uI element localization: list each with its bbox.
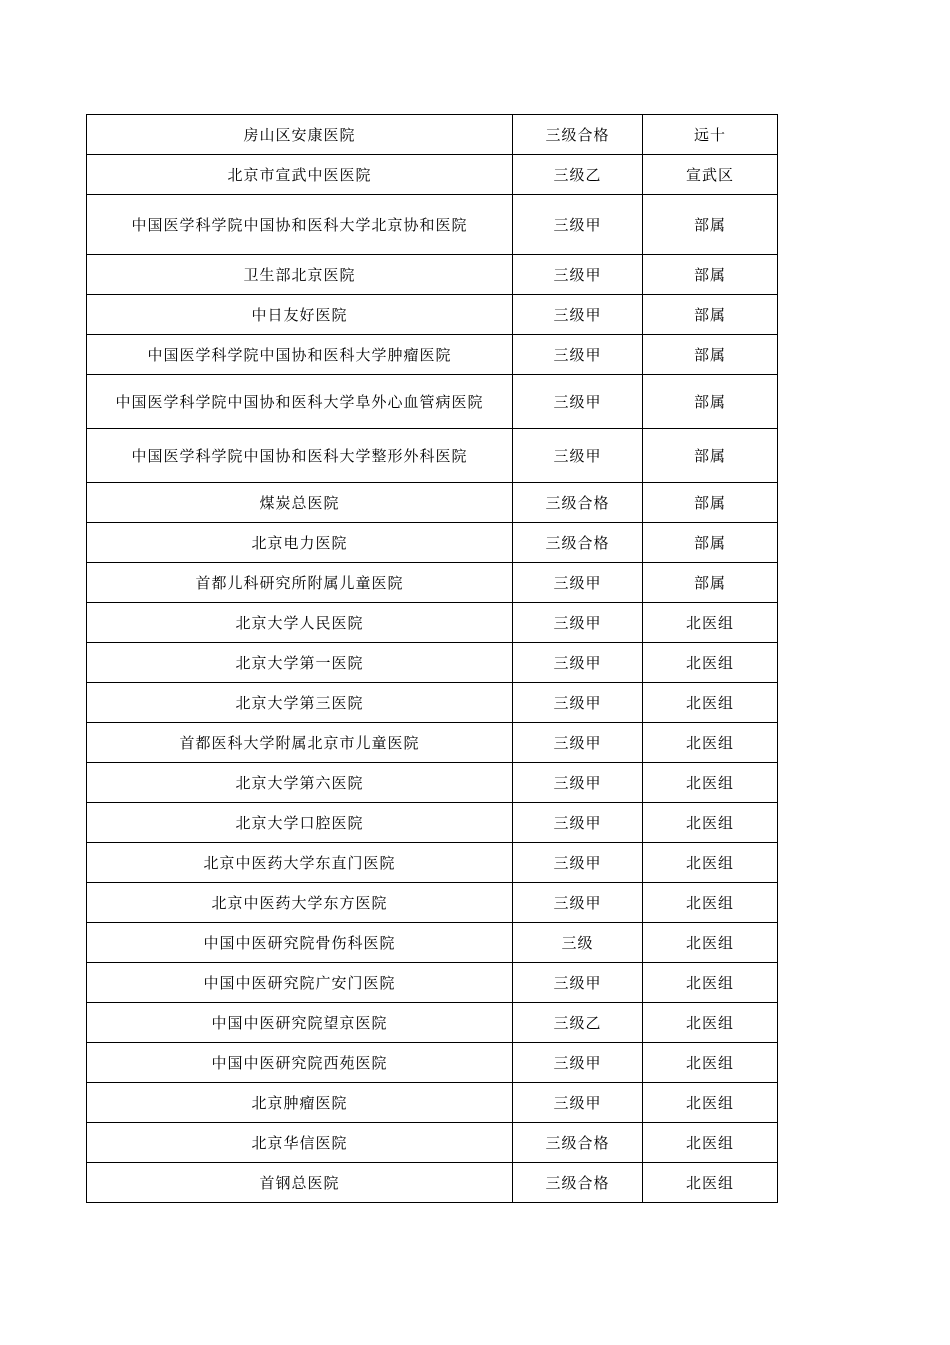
hospital-name-cell: 北京华信医院 <box>87 1123 513 1163</box>
table-row <box>87 295 778 335</box>
hospital-group-cell: 北医组 <box>643 1123 778 1163</box>
hospital-group-cell: 北医组 <box>643 1083 778 1123</box>
hospital-level-cell: 三级 <box>513 923 643 963</box>
hospital-group-cell: 部属 <box>643 195 778 255</box>
table-row <box>87 1003 778 1043</box>
table-row <box>87 843 778 883</box>
hospital-group-cell: 北医组 <box>643 843 778 883</box>
hospital-level-cell: 三级甲 <box>513 963 643 1003</box>
hospital-name-cell: 中国医学科学院中国协和医科大学肿瘤医院 <box>87 335 513 375</box>
hospital-name-cell: 北京电力医院 <box>87 523 513 563</box>
hospital-name-cell: 首钢总医院 <box>87 1163 513 1203</box>
hospital-level-cell: 三级甲 <box>513 563 643 603</box>
table-body <box>87 115 778 1203</box>
hospital-group-cell: 宣武区 <box>643 155 778 195</box>
hospital-level-cell: 三级甲 <box>513 643 643 683</box>
hospital-name-cell: 中国中医研究院广安门医院 <box>87 963 513 1003</box>
table-row <box>87 803 778 843</box>
table-row <box>87 429 778 483</box>
hospital-table <box>86 114 778 1203</box>
hospital-name-cell: 北京大学第六医院 <box>87 763 513 803</box>
hospital-name-cell: 中国中医研究院望京医院 <box>87 1003 513 1043</box>
hospital-group-cell: 北医组 <box>643 1003 778 1043</box>
table-row <box>87 683 778 723</box>
hospital-group-cell: 部属 <box>643 255 778 295</box>
hospital-level-cell: 三级甲 <box>513 335 643 375</box>
table-row <box>87 115 778 155</box>
hospital-level-cell: 三级甲 <box>513 1083 643 1123</box>
hospital-group-cell: 北医组 <box>643 803 778 843</box>
hospital-group-cell: 北医组 <box>643 763 778 803</box>
hospital-group-cell: 北医组 <box>643 883 778 923</box>
hospital-group-cell: 北医组 <box>643 643 778 683</box>
hospital-level-cell: 三级甲 <box>513 843 643 883</box>
hospital-name-cell: 煤炭总医院 <box>87 483 513 523</box>
hospital-name-cell: 北京大学第三医院 <box>87 683 513 723</box>
table-row <box>87 1043 778 1083</box>
hospital-group-cell: 远十 <box>643 115 778 155</box>
table-row <box>87 195 778 255</box>
table-row <box>87 523 778 563</box>
hospital-level-cell: 三级合格 <box>513 483 643 523</box>
hospital-group-cell: 北医组 <box>643 923 778 963</box>
hospital-group-cell: 部属 <box>643 563 778 603</box>
hospital-level-cell: 三级甲 <box>513 1043 643 1083</box>
table-row <box>87 923 778 963</box>
hospital-level-cell: 三级甲 <box>513 683 643 723</box>
hospital-level-cell: 三级甲 <box>513 723 643 763</box>
hospital-level-cell: 三级甲 <box>513 255 643 295</box>
hospital-name-cell: 北京肿瘤医院 <box>87 1083 513 1123</box>
hospital-name-cell: 中国中医研究院骨伤科医院 <box>87 923 513 963</box>
hospital-level-cell: 三级合格 <box>513 115 643 155</box>
hospital-level-cell: 三级合格 <box>513 1123 643 1163</box>
hospital-level-cell: 三级甲 <box>513 295 643 335</box>
hospital-level-cell: 三级甲 <box>513 883 643 923</box>
hospital-level-cell: 三级合格 <box>513 1163 643 1203</box>
hospital-level-cell: 三级甲 <box>513 429 643 483</box>
hospital-name-cell: 首都医科大学附属北京市儿童医院 <box>87 723 513 763</box>
hospital-group-cell: 北医组 <box>643 683 778 723</box>
hospital-group-cell: 北医组 <box>643 1043 778 1083</box>
table-row <box>87 1083 778 1123</box>
table-row <box>87 375 778 429</box>
hospital-level-cell: 三级乙 <box>513 1003 643 1043</box>
table-row <box>87 255 778 295</box>
table-row <box>87 763 778 803</box>
hospital-name-cell: 中日友好医院 <box>87 295 513 335</box>
hospital-name-cell: 房山区安康医院 <box>87 115 513 155</box>
hospital-level-cell: 三级甲 <box>513 603 643 643</box>
hospital-name-cell: 北京大学第一医院 <box>87 643 513 683</box>
hospital-group-cell: 北医组 <box>643 723 778 763</box>
hospital-level-cell: 三级甲 <box>513 195 643 255</box>
hospital-name-cell: 中国医学科学院中国协和医科大学阜外心血管病医院 <box>87 375 513 429</box>
table-row <box>87 723 778 763</box>
hospital-level-cell: 三级甲 <box>513 763 643 803</box>
hospital-group-cell: 部属 <box>643 429 778 483</box>
table-row <box>87 155 778 195</box>
hospital-group-cell: 北医组 <box>643 963 778 1003</box>
hospital-name-cell: 北京中医药大学东直门医院 <box>87 843 513 883</box>
hospital-group-cell: 部属 <box>643 523 778 563</box>
hospital-level-cell: 三级合格 <box>513 523 643 563</box>
hospital-name-cell: 卫生部北京医院 <box>87 255 513 295</box>
hospital-name-cell: 北京大学口腔医院 <box>87 803 513 843</box>
hospital-name-cell: 中国医学科学院中国协和医科大学整形外科医院 <box>87 429 513 483</box>
table-row <box>87 643 778 683</box>
hospital-name-cell: 北京大学人民医院 <box>87 603 513 643</box>
hospital-level-cell: 三级甲 <box>513 803 643 843</box>
table-row <box>87 483 778 523</box>
hospital-level-cell: 三级乙 <box>513 155 643 195</box>
table-row <box>87 335 778 375</box>
hospital-group-cell: 部属 <box>643 483 778 523</box>
table-row <box>87 1163 778 1203</box>
hospital-name-cell: 北京市宣武中医医院 <box>87 155 513 195</box>
hospital-group-cell: 北医组 <box>643 603 778 643</box>
table-row <box>87 563 778 603</box>
hospital-name-cell: 北京中医药大学东方医院 <box>87 883 513 923</box>
table-row <box>87 963 778 1003</box>
hospital-group-cell: 部属 <box>643 335 778 375</box>
table-row <box>87 603 778 643</box>
hospital-name-cell: 首都儿科研究所附属儿童医院 <box>87 563 513 603</box>
hospital-group-cell: 部属 <box>643 375 778 429</box>
table-row <box>87 883 778 923</box>
hospital-name-cell: 中国医学科学院中国协和医科大学北京协和医院 <box>87 195 513 255</box>
table-row <box>87 1123 778 1163</box>
hospital-level-cell: 三级甲 <box>513 375 643 429</box>
hospital-name-cell: 中国中医研究院西苑医院 <box>87 1043 513 1083</box>
hospital-group-cell: 部属 <box>643 295 778 335</box>
hospital-group-cell: 北医组 <box>643 1163 778 1203</box>
